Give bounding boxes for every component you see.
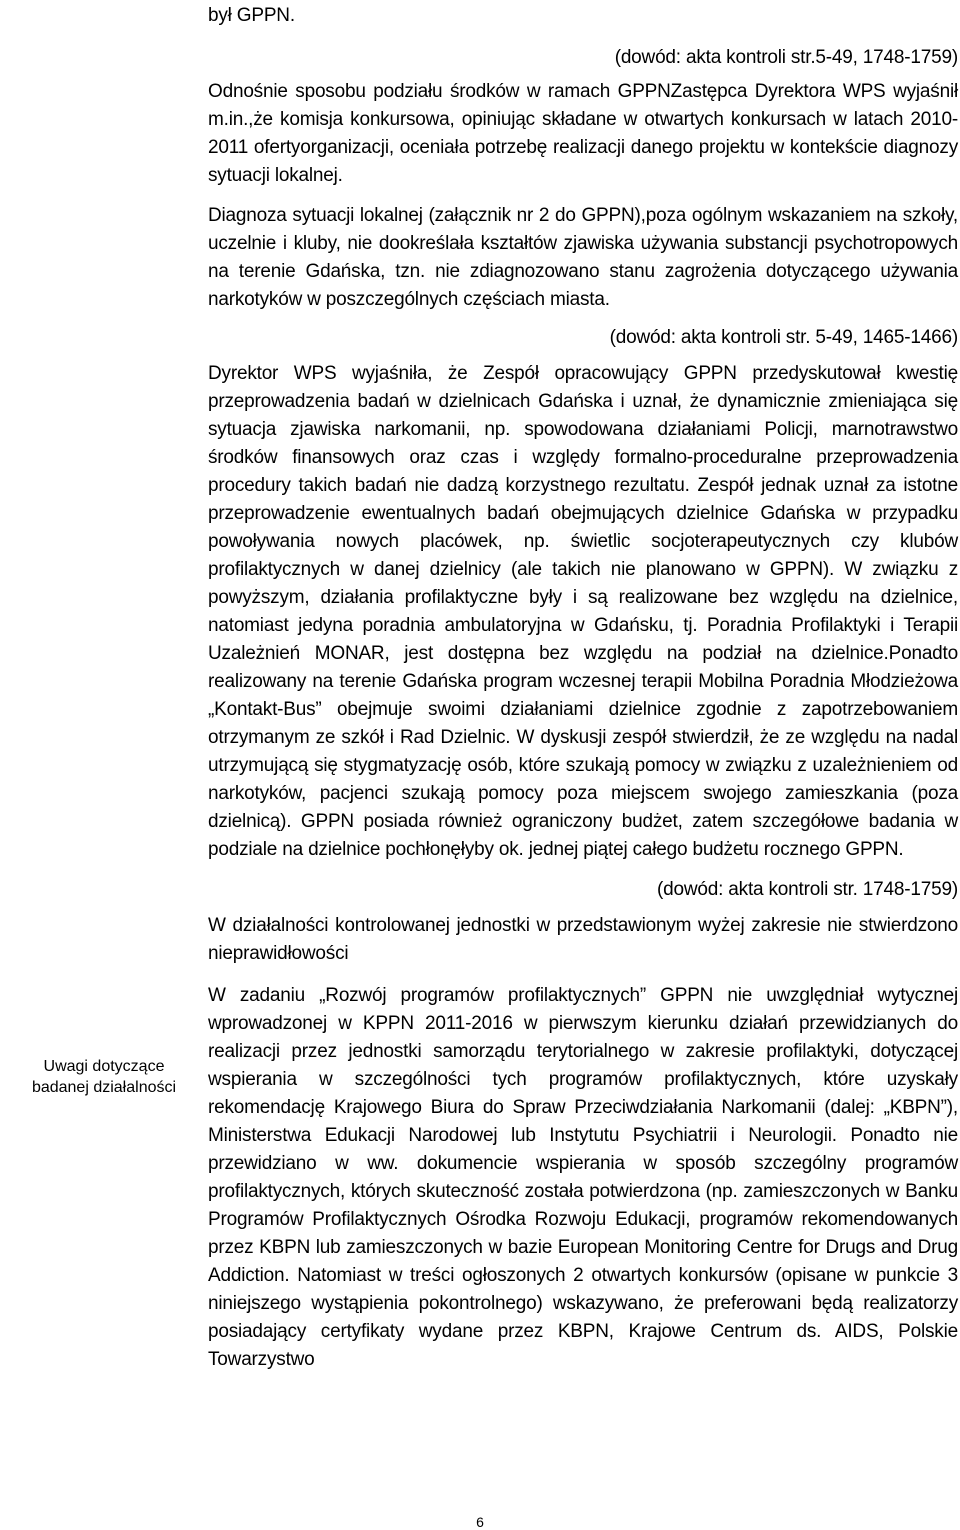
paragraph: W zadaniu „Rozwój programów profilaktycznych” GPPN nie uwzględniał wytycznej wprowadzonej w KPPN 2011-2016 w pierwszym kierunku działań przewidzianych do realizacji przez jednostki samorządu terytorialnego w zakresie profilaktyki, dotyczącej wspierania w szczególności tych programów profilaktycznych, które uzyskały rekomendację Krajowego Biura do Spraw Przeciwdziałania Narkomanii (dalej: „KBPN”), Ministerstwa Edukacji Narodowej lub Instytutu Psychiatrii i Neurologii. Ponadto nie przewidziano w ww. dokumencie wspierania w sposób szczególny programów profilaktycznych, których skuteczność została potwierdzona (np. zamieszczonych w Banku Programów Profilaktycznych Ośrodka Rozwoju Edukacji, programów rekomendowanych przez KBPN lub zamieszczonych w bazie European Monitoring Centre for Drugs and Drug Addiction. Natomiast w treści ogłoszonych 2 otwartych konkursów (opisane w punkcie 3 niniejszego wystąpienia pokontrolnego) wskazywano, że preferowani będą realizatorzy posiadający certyfikaty wydane przez KBPN, Krajowe Centrum ds. AIDS, Polskie Towarzystwo [208, 985, 958, 1370]
paragraph: Dyrektor WPS wyjaśniła, że Zespół opracowujący GPPN przedyskutował kwestię przeprowadzenia badań w dzielnicach Gdańska i uznał, że dynamicznie zmieniająca się sytuacja zjawiska narkomanii, np. spowodowana działaniami Policji, marnotrawstwo środków finansowych oraz czas i względy formalno-proceduralne przeprowadzenia procedury takich badań nie dadzą korzystnego rezultatu. Zespół jednak uznał za istotne przeprowadzenie ewentualnych badań obejmujących dzielnice Gdańska w przypadku powoływania nowych placówek, np. świetlic socjoterapeutycznych czy klubów profilaktycznych w danej dzielnicy (ale takich nie planowano w GPPN). W związku z powyższym, działania profilaktyczne były i są realizowane bez względu na dzielnice, natomiast jedyna poradnia ambulatoryjna w Gdańsku, tj. Poradnia Profilaktyki i Terapii Uzależnień MONAR, jest dostępna bez względu na podział na dzielnice.Ponadto realizowany na terenie Gdańska program wczesnej terapii Mobilna Poradnia Młodzieżowa „Kontakt-Bus” obejmuje swoimi działaniami dzielnice zgodnie z zapotrzebowaniem otrzymanym ze szkół i Rad Dzielnic. W dyskusji zespół stwierdził, że ze względu na nadal utrzymującą się stygmatyzację osób, które szukają pomocy w związku z uzależnieniem od narkotyków, pacjenci szukają pomocy poza miejscem swojego zamieszkania (poza dzielnicą). GPPN posiada również ograniczony budżet, zatem szczegółowe badania w podziale na dzielnice pochłonęłyby ok. jednej piątej całego budżetu rocznego GPPN. [208, 363, 958, 860]
paragraph-intro: był GPPN. [208, 5, 295, 26]
evidence-citation: (dowód: akta kontroli str.5-49, 1748-1759) [614, 47, 958, 68]
document-body [208, 0, 958, 1374]
paragraph: W działalności kontrolowanej jednostki w przedstawionym wyżej zakresie nie stwierdzono nieprawidłowości [208, 915, 958, 964]
page-number: 6 [476, 1514, 484, 1530]
evidence-citation: (dowód: akta kontroli str. 5-49, 1465-1466) [609, 327, 958, 348]
section-side-label: Uwagi dotyczące badanej działalności [31, 1058, 177, 1096]
paragraph: Odnośnie sposobu podziału środków w ramach GPPNZastępca Dyrektora WPS wyjaśnił m.in.,że komisja konkursowa, opiniując składane w otwartych konkursach w latach 2010-2011 ofertyorganizacji, oceniała potrzebę realizacji danego projektu w kontekście diagnozy sytuacji lokalnej. [208, 81, 958, 186]
paragraph: Diagnoza sytuacji lokalnej (załącznik nr 2 do GPPN),poza ogólnym wskazaniem na szkoły, uczelnie i kluby, nie dookreślała kształtów zjawiska używania substancji psychotropowych na terenie Gdańska, tzn. nie zdiagnozowano stanu zagrożenia dotyczącego używania narkotyków w poszczególnych częściach miasta. [208, 205, 958, 310]
evidence-citation: (dowód: akta kontroli str. 1748-1759) [657, 879, 958, 900]
